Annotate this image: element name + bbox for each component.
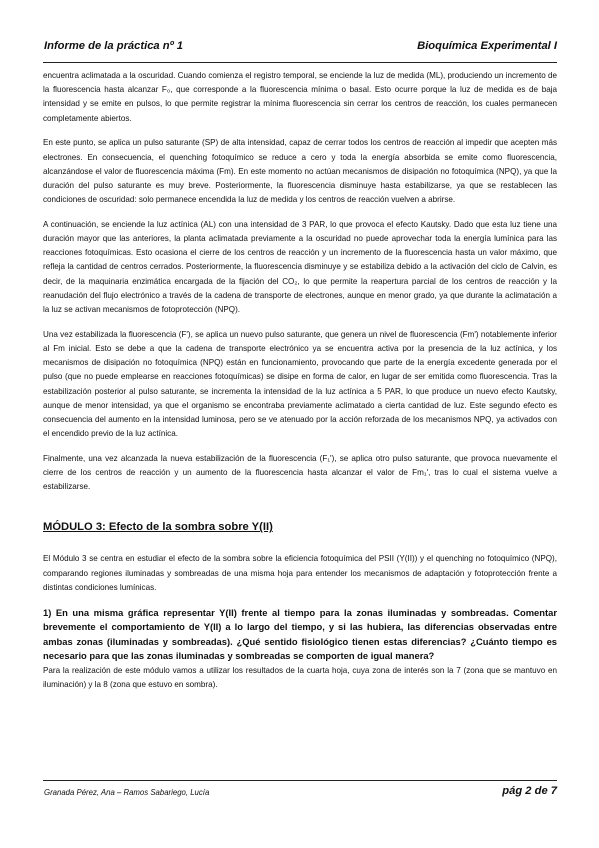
page-number: pág 2 de 7 — [502, 785, 557, 797]
page-header — [43, 40, 557, 63]
answer-intro: Para la realización de este módulo vamos a utilizar los resultados de la cuarta hoja, cuya zona de interés son la 7 (zona que se mantuvo en iluminación) y la 8 (zona que estuvo en sombra). — [43, 665, 557, 690]
paragraph-3: A continuación, se enciende la luz actínica (AL) con una intensidad de 3 PAR, lo que provoca el efecto Kautsky. Dado que esta luz tiene una duración mayor que las anteriores, la planta aclimatada previamente a la oscuridad no puede aprovechar toda la energía lumínica para las reacciones fotoquímicas. Esto ocasiona el cierre de los centros de reacción y un incremento de la fluorescencia hasta un valor máximo, que refleja la cantidad de centros cerrados. Posteriormente, la fluorescencia disminuye y se estabiliza debido a la activación del ciclo de Calvin, es decir, de la maquinaria enzimática encargada de la fijación del CO₂, lo que permite la reapertura parcial de los centros de reacción y la reanudación del flujo electrónico a través de la cadena de transporte de electrones, aunque en menor grado, ya que durante la aclimatación a la luz se activan mecanismos de fotoprotección (NPQ). — [43, 219, 557, 315]
report-title: Informe de la práctica nº 1 — [44, 40, 184, 52]
page-body — [43, 69, 557, 692]
course-title: Bioquímica Experimental I — [417, 40, 557, 52]
paragraph-1: encuentra aclimatada a la oscuridad. Cuando comienza el registro temporal, se enciende la luz de medida (ML), produciendo un incremento de la fluorescencia hasta alcanzar F₀, que corresponde a la fluorescencia mínima o basal. Esto ocurre porque la luz de medida es de baja intensidad y se emite en pulsos, lo que permite registrar la mínima fluorescencia sin cerrar los centros de reacción, los cuales permanecen completamente abiertos. — [43, 71, 557, 123]
authors: Granada Pérez, Ana – Ramos Sabariego, Lucía — [44, 788, 210, 797]
section-intro: El Módulo 3 se centra en estudiar el efecto de la sombra sobre la eficiencia fotoquímica del PSII (Y(II)) y el quenching no fotoquímico (NPQ), comparando regiones iluminadas y sombreadas de una misma hoja para entender los mecanismos de adaptación y fotoprotección frente a distintas condiciones lumínicas. — [43, 554, 557, 592]
paragraph-2: En este punto, se aplica un pulso saturante (SP) de alta intensidad, capaz de cerrar todos los centros de reacción al impedir que acepten más electrones. En consecuencia, el quenching fotoquímico se reduce a cero y toda la energía absorbida se emite como fluorescencia, alcanzándose el valor de fluorescencia máxima (Fm). En este momento no actúan mecanismos de disipación no fotoquímica (NPQ), ya que la duración del pulso saturante es muy breve. Posteriormente, la fluorescencia disminuye hasta estabilizarse, ya que se restablecen las condiciones de oscuridad: solo permanece encendida la luz de medida y los centros de reacción vuelven a abrirse. — [43, 138, 557, 205]
page-footer — [43, 780, 557, 801]
paragraph-5: Finalmente, una vez alcanzada la nueva estabilización de la fluorescencia (F₁'), se aplica otro pulso saturante, que provoca nuevamente el cierre de los centros de reacción y un aumento de la fluorescencia hasta alcanzar el valor de Fm₁', tras lo cual el sistema vuelve a estabilizarse. — [43, 453, 557, 492]
section-heading: MÓDULO 3: Efecto de la sombra sobre Y(II) — [43, 521, 273, 534]
paragraph-4: Una vez estabilizada la fluorescencia (F'), se aplica un nuevo pulso saturante, que genera un nivel de fluorescencia (Fm') notablemente inferior al Fm inicial. Esto se debe a que la cadena de transporte electrónico ya se encuentra activa por la presencia de la luz actínica, y los mecanismos de disipación no fotoquímica (NPQ) están en funcionamiento, provocando que parte de la energía excedente generada por el pulso (que no puede emplearse en reacciones fotoquímicas) se disipe en forma de calor, en lugar de ser emitida como fluorescencia. Tras la estabilización posterior al pulso saturante, se incrementa la intensidad de la luz actínica a 5 PAR, lo que produce un nuevo efecto Kautsky, aunque de menor intensidad, ya que el organismo se encontraba previamente aclimatado a cierta cantidad de luz. Este segundo efecto es consecuencia del aumento en la intensidad luminosa, pero se ve atenuado por la acción reforzada de los mecanismos NPQ, ya activados con el encendido previo de la luz actínica. — [43, 329, 557, 439]
question-1: 1) En una misma gráfica representar Y(II) frente al tiempo para la zonas iluminadas y sombreadas. Comentar brevemente el comportamiento de Y(II) a lo largo del tiempo, y si las hubiera, las diferencias observadas entre ambas zonas (iluminadas y sombreadas). ¿Qué sentido fisiológico tienen estas diferencias? ¿Cuánto tiempo es necesario para que las zonas iluminadas y sombreadas se comporten de igual manera? — [43, 606, 557, 662]
